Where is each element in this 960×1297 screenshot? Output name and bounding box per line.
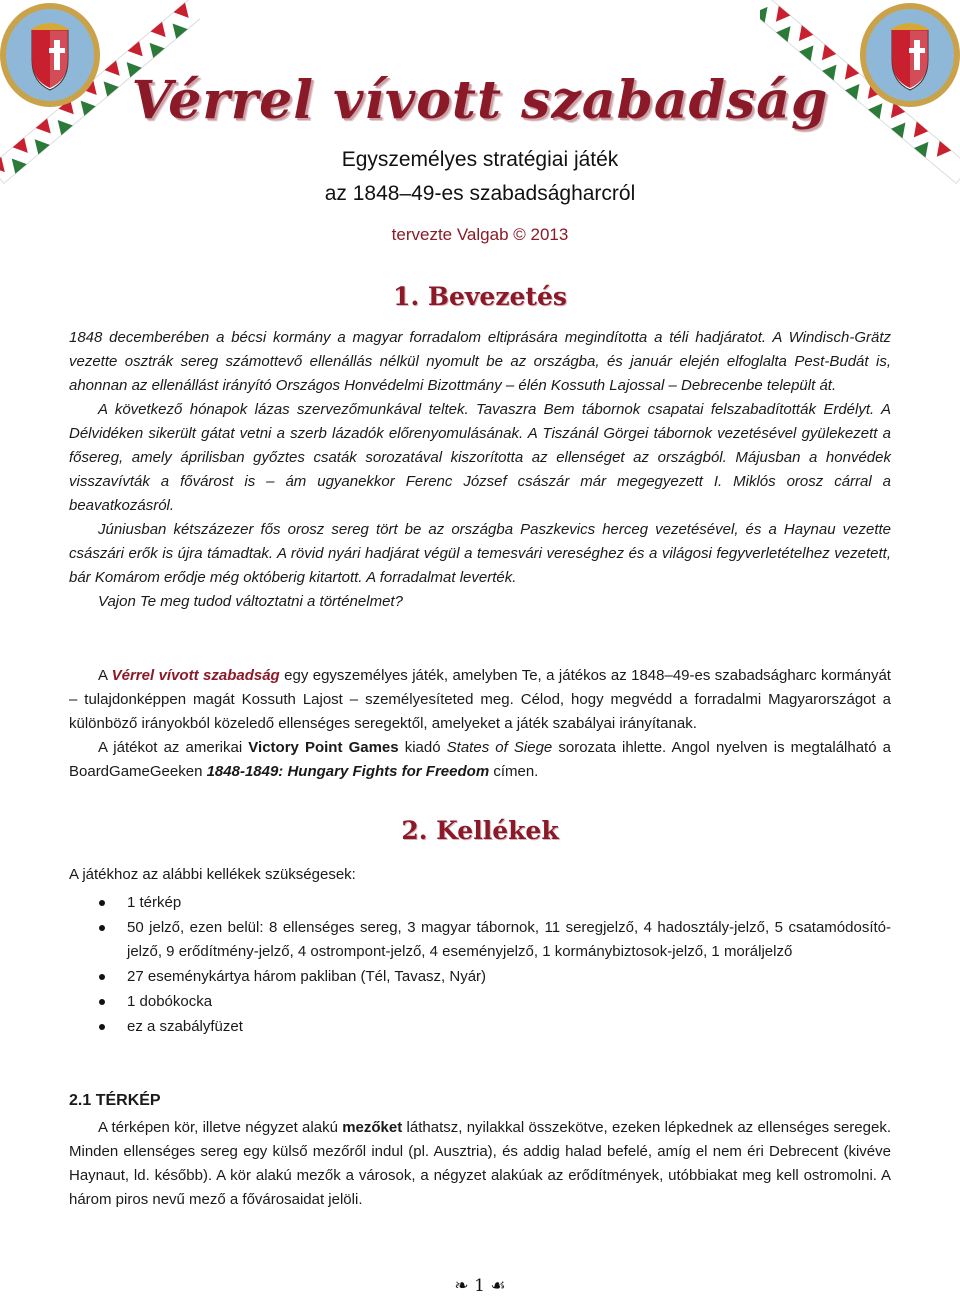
page-number: 1 [474, 1276, 485, 1296]
bullet-icon [99, 1024, 105, 1030]
list-item: 1 dobókocka [69, 990, 891, 1014]
english-title: 1848-1849: Hungary Fights for Freedom [206, 763, 490, 780]
section-heading-components: 2. Kellékek [401, 816, 559, 845]
history-paragraph-2: A következő hónapok lázas szervezőmunkával teltek. Tavaszra Bem tábornok csapatai felszabadították Erdélyt. A Délvidéken sikerült gátat vetni a szerb lázadók előrenyomulásának. A Tiszánál Görgei tábornok vezetésével gyülekezett a fősereg, amely áprilisban győztes csaták sorozatával kiszorította az ellenséget az országból. Májusban a honvédek visszavívták a fővárost is – ám ugyanekkor Ferenc József császár már megegyezett I. Miklós orosz cárral a beavatkozásról. [69, 401, 891, 514]
publisher-name: Victory Point Games [248, 739, 399, 756]
list-item: 50 jelző, ezen belül: 8 ellenséges sereg, 3 magyar tábornok, 11 seregjelző, 4 hadosztály-jelző, 5 csatamódosító-jelző, 9 erődítmény-jelző, 4 ostrompont-jelző, 4 eseményjelző, 1 kormánybiztosok-jelző, 1 moráljelző [69, 916, 891, 964]
components-block [69, 863, 891, 1040]
intro-history-block [69, 326, 891, 614]
bullet-icon [99, 974, 105, 980]
list-item: 27 eseménykártya három pakliban (Tél, Tavasz, Nyár) [69, 965, 891, 989]
subsection-heading-map: 2.1 TÉRKÉP [69, 1092, 161, 1109]
map-section-block [69, 1089, 891, 1212]
bullet-icon [99, 900, 105, 906]
subtitle-line-2: az 1848–49-es szabadságharcról [324, 182, 636, 205]
intro-game-block [69, 664, 891, 784]
list-item: ez a szabályfüzet [69, 1015, 891, 1039]
bullet-icon [99, 999, 105, 1005]
history-paragraph-1: 1848 decemberében a bécsi kormány a magyar forradalom eltiprására megindította a téli hadjáratot. A Windisch-Grätz vezette osztrák sereg számottevő ellenállás nélkül nyomult be az országba, és január elején elfoglalta Pest-Budát is, ahonnan az ellenállást irányító Országos Honvédelmi Bizottmány – élén Kossuth Lajossal – Debrecenbe települt át. [69, 329, 891, 394]
game-name: Vérrel vívott szabadság [111, 667, 280, 684]
fields-term: mezőket [342, 1119, 403, 1136]
map-paragraph: A térképen kör, illetve négyzet alakú mezőket láthatsz, nyilakkal összekötve, ezeken lépkednek az ellenséges seregek. Minden ellenséges sereg egy külső mezőről indul (pl. Ausztria), és addig halad befelé, amíg el nem éri Debrecent (kivéve Haynaut, ld. később). A kör alakú mezők a városok, a négyzet alakúak az erődítmények, utóbbiakat meg kell ostromolni. A három piros nevű mező a fővárosaidat jelöli. [69, 1119, 892, 1208]
components-list [69, 891, 891, 1039]
list-item: 1 térkép [69, 891, 891, 915]
history-question: Vajon Te meg tudod változtatni a történelmet? [98, 593, 403, 610]
bullet-icon [99, 925, 105, 931]
game-description-paragraph: A Vérrel vívott szabadság egy egyszemélyes játék, amelyben Te, a játékos az 1848–49-es szabadságharc kormányát – tulajdonképpen magát Kossuth Lajost – személyesíteted meg. Célod, hogy megvédd a forradalmi Magyarországot a különböző irányokból közeledő ellenséges seregektől, amelyeket a játék szabályai irányítanak. [69, 667, 891, 732]
inspiration-paragraph: A játékot az amerikai Victory Point Games kiadó States of Siege sorozata ihlette. Angol nyelven is megtalálható a BoardGameGeeken 1848-1849: Hungary Fights for Freedom címen. [69, 739, 892, 780]
history-paragraph-3: Júniusban kétszázezer fős orosz sereg tört be az országba Paszkevics herceg vezetésével, és a Haynau vezette császári erők is újra támadtak. A rövid nyári hadjárat végül a temesvári vereséghez és a világosi fegyverletételhez vezetett, bár Komárom erődje még októberig kitartott. A forradalmat leverték. [69, 521, 891, 586]
page-title: Vérrel vívott szabadság [131, 70, 829, 131]
subtitle-line-1: Egyszemélyes stratégiai játék [341, 148, 619, 171]
fleuron-right-icon: ☙ [490, 1276, 506, 1296]
section-heading-introduction: 1. Bevezetés [393, 282, 567, 311]
fleuron-left-icon: ❧ [454, 1276, 469, 1296]
author-credit: tervezte Valgab © 2013 [391, 225, 569, 244]
series-name: States of Siege [446, 739, 553, 756]
page-footer [0, 1276, 960, 1296]
components-intro: A játékhoz az alábbi kellékek szükségesek: [69, 866, 356, 883]
